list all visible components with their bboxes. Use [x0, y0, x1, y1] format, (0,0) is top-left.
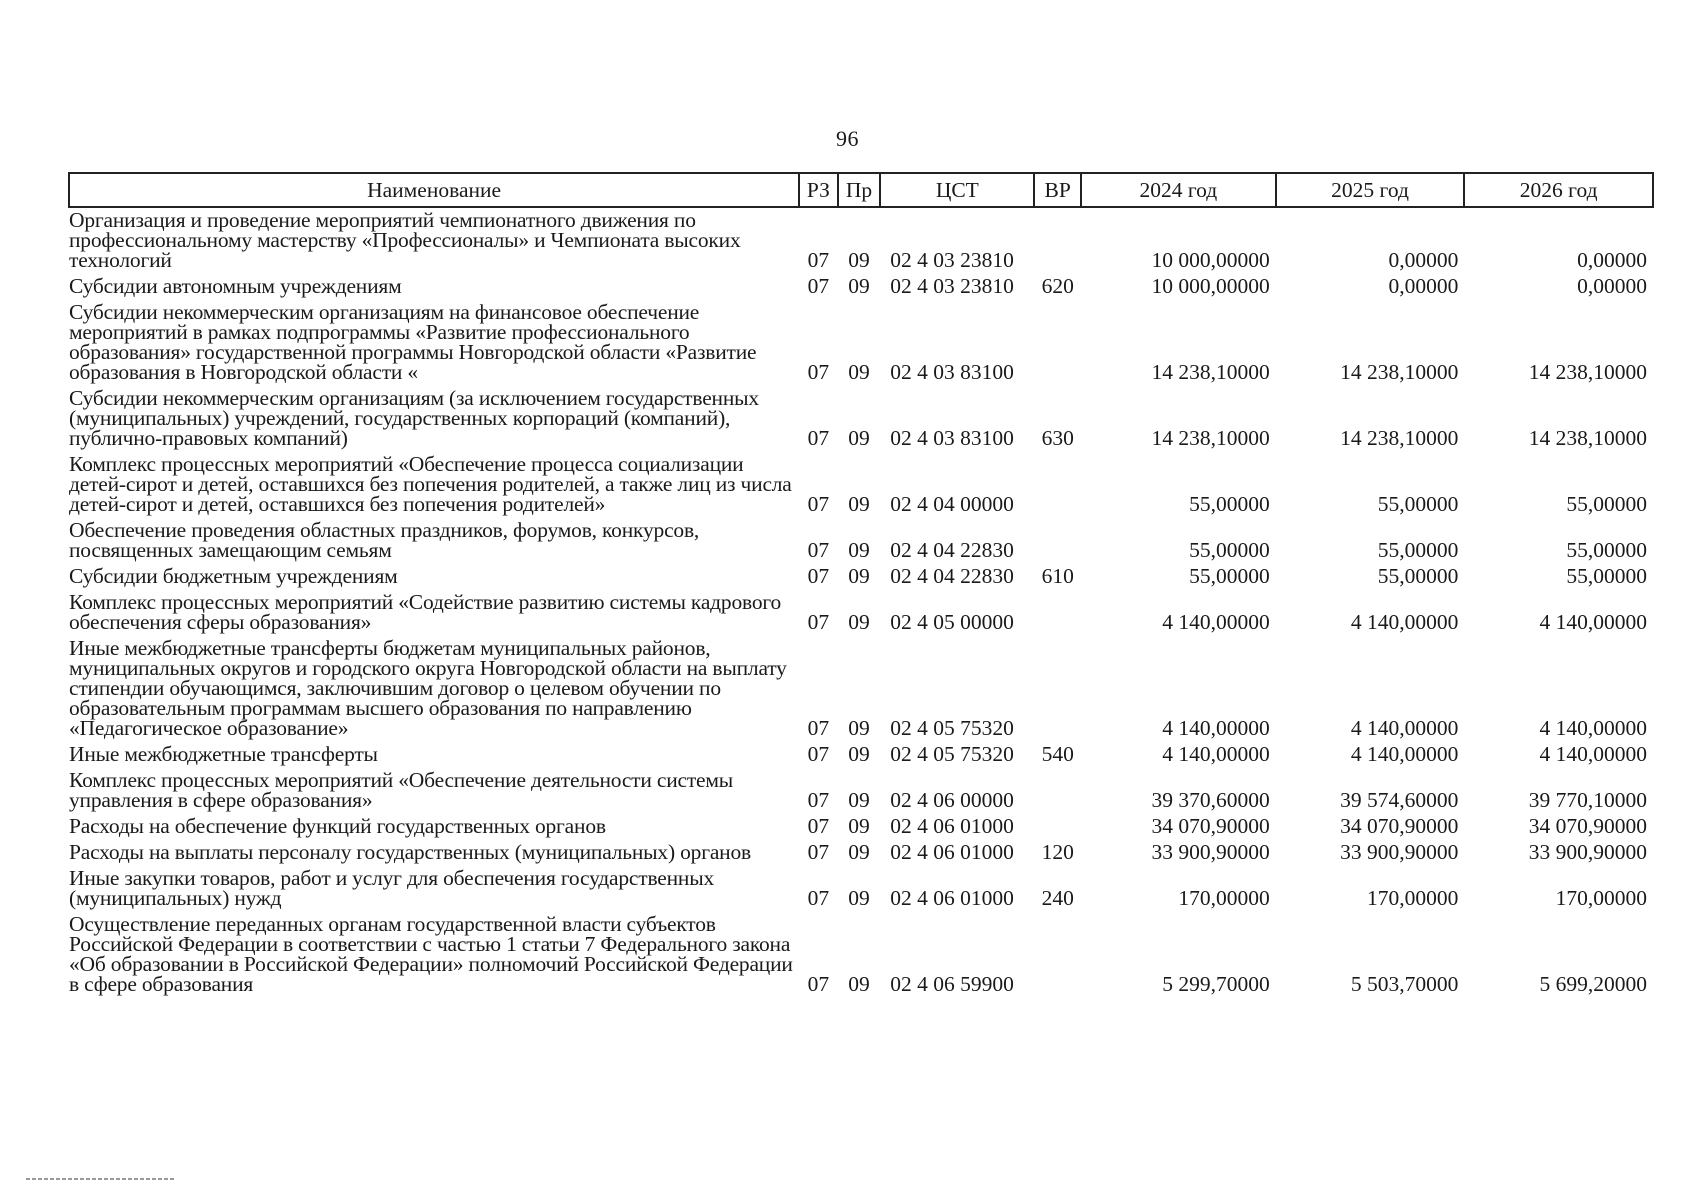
row-name: Субсидии некоммерческим организациям (за исключением государственных (муниципальных) учреждений, государственных корпораций (компаний), публично-правовых компаний) [69, 386, 759, 450]
row-name: Иные межбюджетные трансферты [69, 742, 378, 766]
table-row [69, 814, 1653, 840]
row-2025: 5 503,70000 [1350, 972, 1459, 996]
row-name: Субсидии бюджетным учреждениям [69, 564, 398, 588]
row-cst: 02 4 03 23810 [890, 274, 1014, 298]
row-pr: 09 [848, 788, 870, 812]
row-vr: 610 [1041, 564, 1074, 588]
row-vr [1034, 768, 1081, 814]
row-2025: 55,00000 [1377, 564, 1459, 588]
row-pr: 09 [848, 814, 870, 838]
row-2025: 4 140,00000 [1350, 742, 1459, 766]
row-rz: 07 [807, 274, 830, 298]
row-name: Комплекс процессных мероприятий «Обеспечение процесса социализации детей-сирот и детей, оставшихся без попечения родителей, а также лиц из числа детей-сирот и детей, оставшихся без попечения родителей» [69, 452, 792, 516]
row-vr [1034, 814, 1081, 840]
table-row [69, 518, 1653, 564]
row-cst: 02 4 05 75320 [890, 716, 1014, 740]
row-rz: 07 [807, 610, 830, 634]
row-2024: 4 140,00000 [1162, 742, 1270, 766]
row-2026: 33 900,90000 [1528, 840, 1647, 864]
row-2025: 4 140,00000 [1350, 716, 1459, 740]
table-row [69, 912, 1653, 998]
row-pr: 09 [848, 538, 870, 562]
table-row [69, 590, 1653, 636]
row-pr: 09 [848, 564, 870, 588]
row-vr: 630 [1041, 426, 1074, 450]
row-2026: 4 140,00000 [1539, 742, 1647, 766]
row-2026: 4 140,00000 [1539, 610, 1647, 634]
row-2026: 5 699,20000 [1539, 972, 1647, 996]
row-pr: 09 [848, 248, 870, 272]
row-rz: 07 [807, 972, 830, 996]
row-2024: 39 370,60000 [1151, 788, 1270, 812]
table-row [69, 768, 1653, 814]
row-pr: 09 [848, 360, 870, 384]
row-vr [1034, 300, 1081, 386]
row-cst: 02 4 04 22830 [890, 538, 1014, 562]
table-row [69, 274, 1653, 300]
row-2024: 10 000,00000 [1151, 248, 1270, 272]
row-2025: 39 574,60000 [1340, 788, 1459, 812]
row-vr: 620 [1041, 274, 1074, 298]
row-rz: 07 [807, 248, 830, 272]
row-rz: 07 [807, 360, 830, 384]
row-vr: 240 [1041, 886, 1074, 910]
row-cst: 02 4 05 75320 [890, 742, 1014, 766]
row-pr: 09 [848, 840, 870, 864]
table-row [69, 452, 1653, 518]
row-vr [1034, 518, 1081, 564]
row-cst: 02 4 05 00000 [890, 610, 1014, 634]
row-cst: 02 4 03 23810 [890, 248, 1014, 272]
row-rz: 07 [807, 886, 830, 910]
row-pr: 09 [848, 610, 870, 634]
row-cst: 02 4 03 83100 [890, 426, 1014, 450]
row-rz: 07 [807, 814, 830, 838]
row-2026: 55,00000 [1566, 492, 1647, 516]
row-2026: 39 770,10000 [1528, 788, 1647, 812]
row-cst: 02 4 06 01000 [890, 840, 1014, 864]
row-pr: 09 [848, 426, 870, 450]
row-rz: 07 [807, 426, 830, 450]
row-vr [1034, 636, 1081, 742]
row-name: Комплекс процессных мероприятий «Обеспечение деятельности системы управления в сфере образования» [69, 768, 734, 812]
table-row [69, 564, 1653, 590]
row-rz: 07 [807, 742, 830, 766]
row-name: Субсидии некоммерческим организациям на финансовое обеспечение мероприятий в рамках подпрограммы «Развитие профессионального образования» государственной программы Новгородской области «Развитие образования в Новгородской области « [69, 300, 757, 384]
row-2026: 170,00000 [1555, 886, 1647, 910]
row-2026: 0,00000 [1577, 248, 1647, 272]
row-2026: 14 238,10000 [1528, 426, 1647, 450]
table-row [69, 742, 1653, 768]
header-2026: 2026 год [1464, 173, 1653, 207]
row-name: Иные закупки товаров, работ и услуг для обеспечения государственных (муниципальных) нужд [69, 866, 715, 910]
row-2025: 0,00000 [1388, 274, 1459, 298]
row-2025: 14 238,10000 [1340, 426, 1459, 450]
row-2024: 5 299,70000 [1162, 972, 1270, 996]
table-row [69, 300, 1653, 386]
row-name: Организация и проведение мероприятий чемпионатного движения по профессиональному мастерству «Профессионалы» и Чемпионата высоких технологий [69, 208, 741, 272]
row-name: Субсидии автономным учреждениям [69, 274, 402, 298]
row-pr: 09 [848, 886, 870, 910]
table-row [69, 386, 1653, 452]
header-name: Наименование [69, 173, 799, 207]
row-name: Расходы на обеспечение функций государственных органов [69, 814, 606, 838]
header-2025: 2025 год [1276, 173, 1465, 207]
page-number: 96 [836, 126, 859, 151]
table-row [69, 636, 1653, 742]
row-rz: 07 [807, 492, 830, 516]
row-vr: 120 [1041, 840, 1074, 864]
row-cst: 02 4 03 83100 [890, 360, 1014, 384]
row-2026: 55,00000 [1566, 538, 1647, 562]
row-cst: 02 4 06 01000 [890, 814, 1014, 838]
row-2024: 55,00000 [1189, 564, 1270, 588]
header-cst: ЦСТ [880, 173, 1034, 207]
row-pr: 09 [848, 742, 870, 766]
row-name: Иные межбюджетные трансферты бюджетам муниципальных районов, муниципальных округов и городского округа Новгородской области на выплату стипендии обучающимся, заключившим договор о целевом обучении по образовательным программам высшего образования по направлению «Педагогическое образование» [69, 636, 787, 740]
table-body [69, 207, 1653, 998]
header-2024: 2024 год [1081, 173, 1276, 207]
row-vr [1034, 912, 1081, 998]
row-rz: 07 [807, 840, 830, 864]
row-rz: 07 [807, 788, 830, 812]
row-vr [1034, 207, 1081, 274]
row-2024: 33 900,90000 [1151, 840, 1270, 864]
row-name: Расходы на выплаты персоналу государственных (муниципальных) органов [69, 840, 751, 864]
row-2026: 14 238,10000 [1528, 360, 1647, 384]
row-2024: 55,00000 [1189, 538, 1270, 562]
row-cst: 02 4 06 01000 [890, 886, 1014, 910]
row-2025: 34 070,90000 [1340, 814, 1459, 838]
row-2024: 4 140,00000 [1162, 716, 1270, 740]
row-vr: 540 [1041, 742, 1074, 766]
row-cst: 02 4 06 00000 [890, 788, 1014, 812]
row-2025: 55,00000 [1377, 538, 1459, 562]
row-pr: 09 [848, 972, 870, 996]
row-rz: 07 [807, 564, 830, 588]
row-2025: 4 140,00000 [1350, 610, 1459, 634]
row-2025: 170,00000 [1366, 886, 1459, 910]
row-2024: 55,00000 [1189, 492, 1270, 516]
header-rz: РЗ [799, 173, 838, 207]
row-2024: 4 140,00000 [1162, 610, 1270, 634]
row-vr [1034, 590, 1081, 636]
row-2026: 55,00000 [1566, 564, 1647, 588]
row-cst: 02 4 06 59900 [890, 972, 1014, 996]
row-vr [1034, 452, 1081, 518]
row-2025: 33 900,90000 [1340, 840, 1459, 864]
row-2026: 4 140,00000 [1539, 716, 1647, 740]
table-row [69, 207, 1653, 274]
table-row [69, 866, 1653, 912]
row-2025: 14 238,10000 [1340, 360, 1459, 384]
table-header [69, 173, 1653, 207]
row-pr: 09 [848, 492, 870, 516]
row-2025: 55,00000 [1377, 492, 1459, 516]
row-pr: 09 [848, 716, 870, 740]
scan-artifact-line [26, 1178, 176, 1180]
row-2024: 10 000,00000 [1151, 274, 1270, 298]
row-name: Обеспечение проведения областных праздников, форумов, конкурсов, посвященных замещающим семьям [69, 518, 700, 562]
row-rz: 07 [807, 538, 830, 562]
header-vr: ВР [1034, 173, 1081, 207]
row-name: Комплекс процессных мероприятий «Содействие развитию системы кадрового обеспечения сферы образования» [69, 590, 782, 634]
row-2024: 14 238,10000 [1151, 360, 1270, 384]
row-2025: 0,00000 [1388, 248, 1459, 272]
table-row [69, 840, 1653, 866]
row-rz: 07 [807, 716, 830, 740]
row-2024: 170,00000 [1178, 886, 1270, 910]
row-2024: 34 070,90000 [1151, 814, 1270, 838]
row-cst: 02 4 04 00000 [890, 492, 1014, 516]
row-2026: 34 070,90000 [1528, 814, 1647, 838]
budget-table [68, 172, 1654, 998]
row-2024: 14 238,10000 [1151, 426, 1270, 450]
row-name: Осуществление переданных органам государственной власти субъектов Российской Федерации в соответствии с частью 1 статьи 7 Федерального закона «Об образовании в Российской Федерации» полномочий Российской Федерации в сфере образования [69, 912, 793, 996]
row-2026: 0,00000 [1577, 274, 1647, 298]
header-pr: Пр [838, 173, 881, 207]
row-cst: 02 4 04 22830 [890, 564, 1014, 588]
row-pr: 09 [848, 274, 870, 298]
